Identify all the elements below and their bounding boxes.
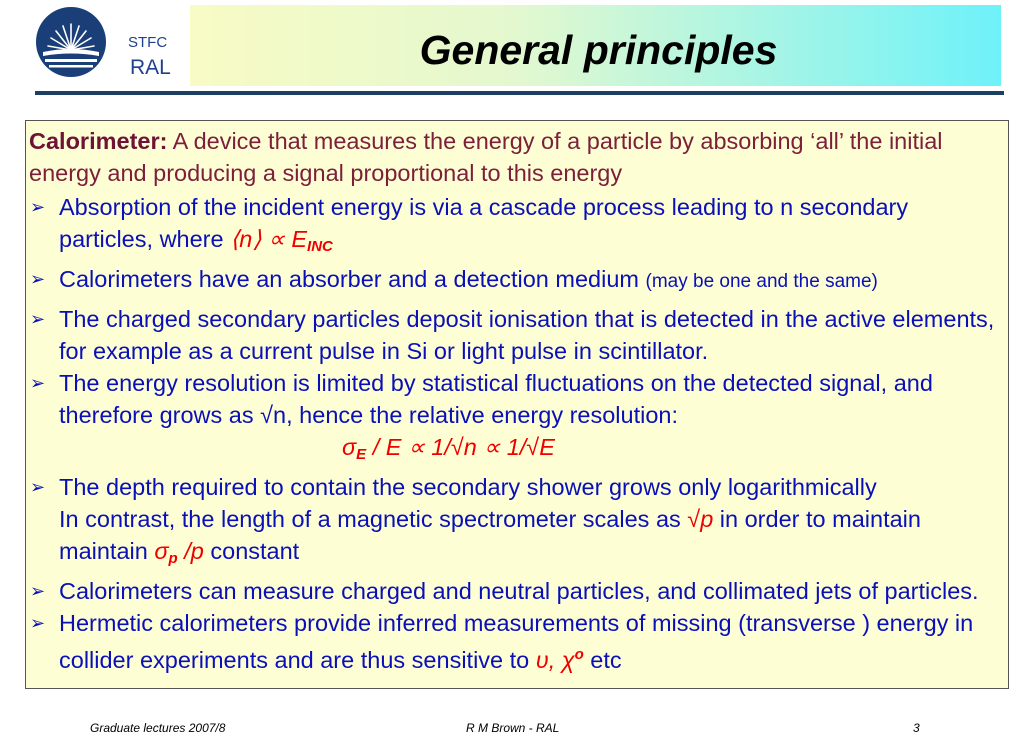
bullet-item: [29, 191, 1004, 263]
bullet-text: Calorimeters can measure charged and neutral particles, and collimated jets of particles.: [59, 578, 979, 604]
bullet-math: υ, χ: [535, 646, 575, 673]
arrow-bullet-icon: ➢: [30, 613, 46, 633]
definition-paragraph: [29, 125, 1004, 189]
arrow-bullet-icon: ➢: [30, 581, 46, 601]
bullet-math-subscript: p: [168, 550, 178, 567]
resolution-formula: [59, 431, 1004, 471]
page-number: 3: [913, 721, 920, 735]
bullet-math: √p: [687, 506, 714, 532]
bullet-text: Hermetic calorimeters provide inferred measurements of missing (transverse ) energy in collider experiments and are thus sensitive to: [59, 610, 974, 673]
bullet-text: The energy resolution is limited by statistical fluctuations on the detected signal, and therefore grows as √n, hence the relative energy resolution:: [59, 370, 933, 428]
bullet-math: σ: [154, 538, 169, 564]
slide-title: General principles: [419, 27, 778, 73]
bullet-text: Calorimeters have an absorber and a detection medium: [59, 266, 646, 292]
bullet-line: The depth required to contain the secondary shower grows only logarithmically: [59, 474, 877, 500]
footer-author: R M Brown - RAL: [466, 721, 560, 735]
org-name-top: STFC: [128, 34, 168, 51]
content-text: [29, 125, 1004, 676]
arrow-bullet-icon: ➢: [30, 373, 46, 393]
footer-course: Graduate lectures 2007/8: [90, 721, 226, 735]
content-panel: [25, 120, 1009, 689]
bullet-text: The charged secondary particles deposit ionisation that is detected in the active elements, for example as a current pulse in Si or light pulse in scintillator.: [59, 306, 995, 364]
bullet-text: in order to maintain: [713, 506, 921, 532]
arrow-bullet-icon: ➢: [30, 477, 46, 497]
formula-sigma: σ: [342, 434, 357, 460]
bullet-line: [59, 535, 1004, 575]
bullet-item: [29, 263, 1004, 298]
stfc-logo: [35, 6, 107, 78]
title-divider: [35, 91, 1004, 95]
bullet-math: ⟨n⟩ ∝ E: [230, 226, 308, 252]
bullet-item: [29, 367, 1004, 471]
bullet-math-subscript: INC: [307, 238, 333, 255]
bullet-text: etc: [583, 646, 622, 673]
formula-rest: / E ∝ 1/√n ∝ 1/√E: [366, 434, 555, 460]
definition-text: A device that measures the energy of a particle by absorbing ‘all’ the initial energy and producing a signal proportional to this energy: [29, 128, 943, 186]
definition-term: Calorimeter:: [29, 128, 168, 154]
bullet-text: Absorption of the incident energy is via a cascade process leading to n secondary particles, where: [59, 194, 909, 252]
bullet-item: [29, 303, 1004, 367]
bullet-text: In contrast, the length of a magnetic spectrometer scales as: [59, 506, 688, 532]
bullet-text: maintain: [59, 538, 155, 564]
formula-subscript: E: [356, 446, 367, 463]
bullet-item: [29, 607, 1004, 676]
bullet-note: (may be one and the same): [645, 271, 878, 292]
org-name-bottom: RAL: [130, 56, 171, 79]
arrow-bullet-icon: ➢: [30, 269, 46, 289]
bullet-math-superscript: o: [574, 646, 584, 663]
bullet-item: [29, 471, 1004, 575]
arrow-bullet-icon: ➢: [30, 309, 46, 329]
bullet-item: [29, 575, 1004, 607]
bullet-text: constant: [203, 538, 300, 564]
arrow-bullet-icon: ➢: [30, 197, 46, 217]
title-banner: [190, 5, 1001, 86]
bullet-math: /p: [177, 538, 204, 564]
